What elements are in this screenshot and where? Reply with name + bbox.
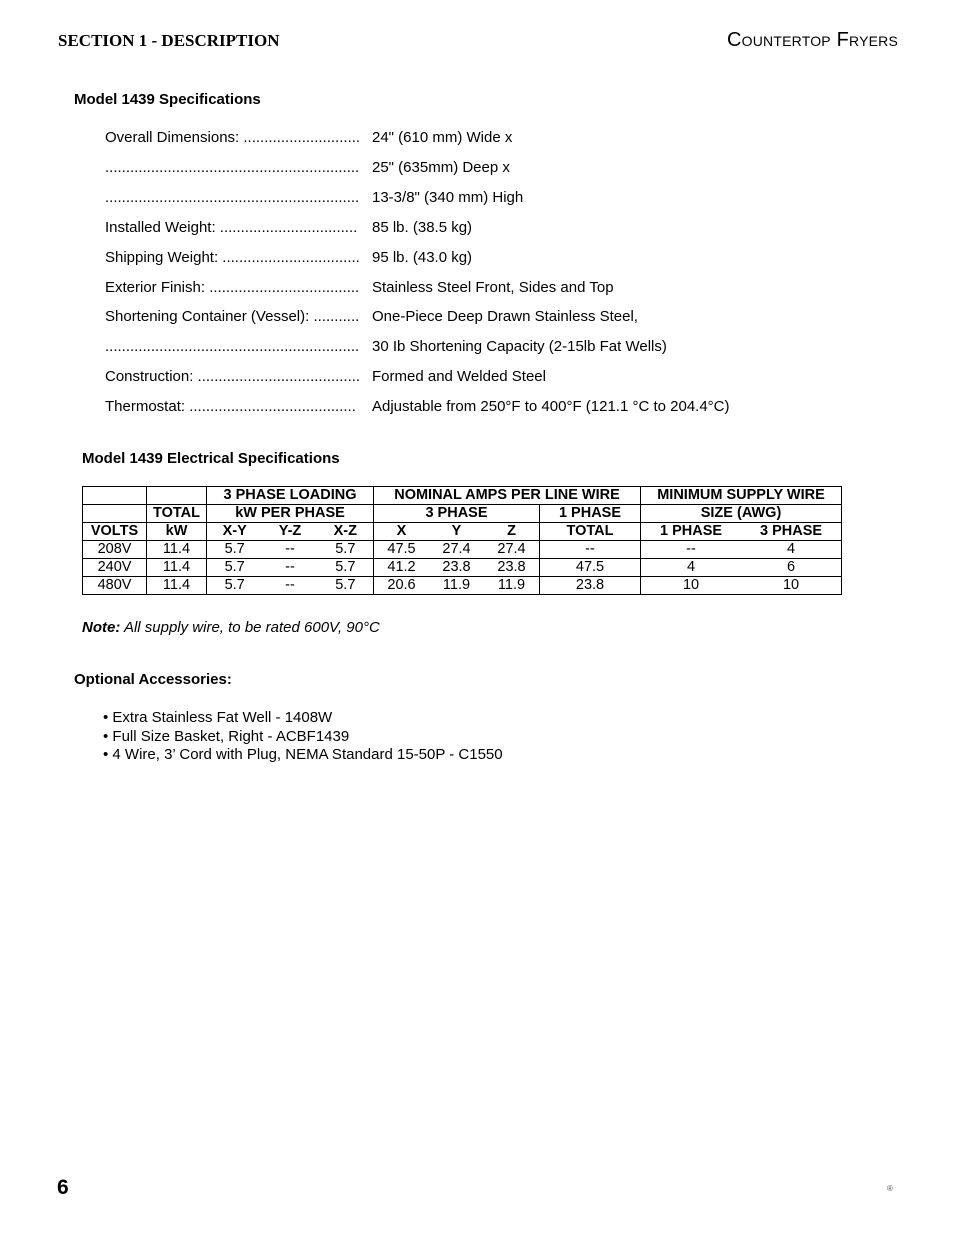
table-subcell: 10 [782, 577, 800, 593]
table-subcell: 5.7 [335, 541, 356, 557]
spec-label: Construction: ....................................... [105, 368, 361, 385]
table-cell: 47.5 [540, 559, 641, 577]
table-subcell: 11.9 [497, 577, 526, 593]
table-cell: 11.4 [147, 541, 207, 559]
table-cell [207, 577, 374, 595]
table-cell [641, 541, 842, 559]
spec-label: Shipping Weight: ................................. [105, 249, 360, 266]
table-subcell: 5.7 [335, 577, 356, 593]
table-subheader: Y [451, 523, 462, 539]
spec-value: 30 Ib Shortening Capacity (2-15lb Fat Wells) [372, 338, 667, 355]
table-subcell: 11.9 [442, 577, 471, 593]
table-subcell: 41.2 [387, 559, 416, 575]
table-subcell: -- [285, 577, 295, 593]
table-subcell: 27.4 [497, 541, 526, 557]
table-subcell: 23.8 [442, 559, 471, 575]
table-subcell: -- [686, 541, 696, 557]
spec-label: ............................................................. [105, 338, 360, 355]
spec-value: 85 lb. (38.5 kg) [372, 219, 473, 236]
spec-label: Thermostat: ........................................ [105, 398, 356, 415]
spec-value: 25" (635mm) Deep x [372, 159, 510, 176]
registered-mark: ® [887, 1184, 893, 1193]
table-cell [374, 577, 540, 595]
table-cell: 11.4 [147, 559, 207, 577]
table-subcell: 5.7 [224, 577, 245, 593]
table-header-cell: TOTAL [540, 523, 641, 541]
table-row [83, 577, 842, 595]
table-header-cell: 3 PHASE LOADING [207, 487, 374, 505]
table-header-cell: VOLTS [83, 523, 147, 541]
electrical-table [82, 486, 842, 595]
accessory-item: • Extra Stainless Fat Well - 1408W [103, 709, 333, 726]
table-subcell: 20.6 [387, 577, 416, 593]
table-header-row [83, 505, 842, 523]
table-subheader: 1 PHASE [659, 523, 723, 539]
table-cell: -- [540, 541, 641, 559]
table-cell: 11.4 [147, 577, 207, 595]
table-cell: 240V [83, 559, 147, 577]
specs-heading: Model 1439 Specifications [74, 91, 261, 108]
table-subcell: 5.7 [224, 541, 245, 557]
table-subheader: Z [507, 523, 516, 539]
spec-value: One-Piece Deep Drawn Stainless Steel, [372, 308, 638, 325]
table-header-row [83, 487, 842, 505]
section-heading: SECTION 1 - DESCRIPTION [58, 31, 280, 50]
table-cell [374, 541, 540, 559]
spec-value: 95 lb. (43.0 kg) [372, 249, 473, 266]
table-subcell: 27.4 [442, 541, 471, 557]
table-row [83, 541, 842, 559]
table-subcell: -- [285, 541, 295, 557]
accessory-item: • 4 Wire, 3’ Cord with Plug, NEMA Standard 15-50P - C1550 [103, 746, 503, 763]
table-subheader: X-Y [222, 523, 247, 539]
spec-value: Adjustable from 250°F to 400°F (121.1 °C to 204.4°C) [372, 398, 730, 415]
spec-value: Stainless Steel Front, Sides and Top [372, 279, 614, 296]
table-subcell: 5.7 [335, 559, 356, 575]
document-title: Countertop Fryers [727, 29, 898, 51]
accessories-heading: Optional Accessories: [74, 671, 232, 688]
table-subcell: 10 [682, 577, 700, 593]
spec-label: Installed Weight: ................................. [105, 219, 358, 236]
table-subheader: X [396, 523, 407, 539]
spec-value: 24" (610 mm) Wide x [372, 129, 513, 146]
table-row [83, 559, 842, 577]
spec-label: Exterior Finish: .................................... [105, 279, 360, 296]
table-header-cell [641, 523, 842, 541]
spec-label: Shortening Container (Vessel): ........... [105, 308, 360, 325]
table-header-cell: kW [147, 523, 207, 541]
table-cell [641, 559, 842, 577]
table-header-cell: SIZE (AWG) [641, 505, 842, 523]
table-cell: 23.8 [540, 577, 641, 595]
table-cell: 480V [83, 577, 147, 595]
spec-label: ............................................................. [105, 189, 360, 206]
note-text: All supply wire, to be rated 600V, 90°C [120, 619, 380, 636]
table-subheader: X-Z [333, 523, 357, 539]
table-cell [207, 559, 374, 577]
table-subcell: 47.5 [387, 541, 416, 557]
table-subcell: 5.7 [224, 559, 245, 575]
table-subcell: 23.8 [497, 559, 526, 575]
spec-label: ............................................................. [105, 159, 360, 176]
table-cell [207, 541, 374, 559]
table-header-row [83, 523, 842, 541]
table-subcell: -- [285, 559, 295, 575]
page-number: 6 [57, 1176, 69, 1199]
table-header-cell [147, 487, 207, 505]
table-header-cell [83, 487, 147, 505]
note-label: Note: [82, 619, 121, 636]
table-subheader: Y-Z [278, 523, 302, 539]
table-header-cell [374, 523, 540, 541]
table-cell [374, 559, 540, 577]
electrical-heading: Model 1439 Electrical Specifications [82, 450, 340, 467]
spec-label: Overall Dimensions: ............................ [105, 129, 361, 146]
table-header-cell: NOMINAL AMPS PER LINE WIRE [374, 487, 641, 505]
table-header-cell: kW PER PHASE [207, 505, 374, 523]
table-header-cell: 3 PHASE [374, 505, 540, 523]
table-subcell: 4 [686, 559, 696, 575]
spec-value: 13-3/8" (340 mm) High [372, 189, 524, 206]
table-header-cell: MINIMUM SUPPLY WIRE [641, 487, 842, 505]
table-cell: 208V [83, 541, 147, 559]
accessory-item: • Full Size Basket, Right - ACBF1439 [103, 727, 350, 745]
table-subheader: 3 PHASE [759, 523, 823, 539]
table-header-cell: TOTAL [147, 505, 207, 523]
table-header-cell [207, 523, 374, 541]
spec-value: Formed and Welded Steel [372, 368, 546, 385]
table-header-cell: 1 PHASE [540, 505, 641, 523]
supply-wire-note [82, 619, 380, 636]
table-subcell: 6 [786, 559, 796, 575]
table-header-cell [83, 505, 147, 523]
table-subcell: 4 [786, 541, 796, 557]
table-cell [641, 577, 842, 595]
